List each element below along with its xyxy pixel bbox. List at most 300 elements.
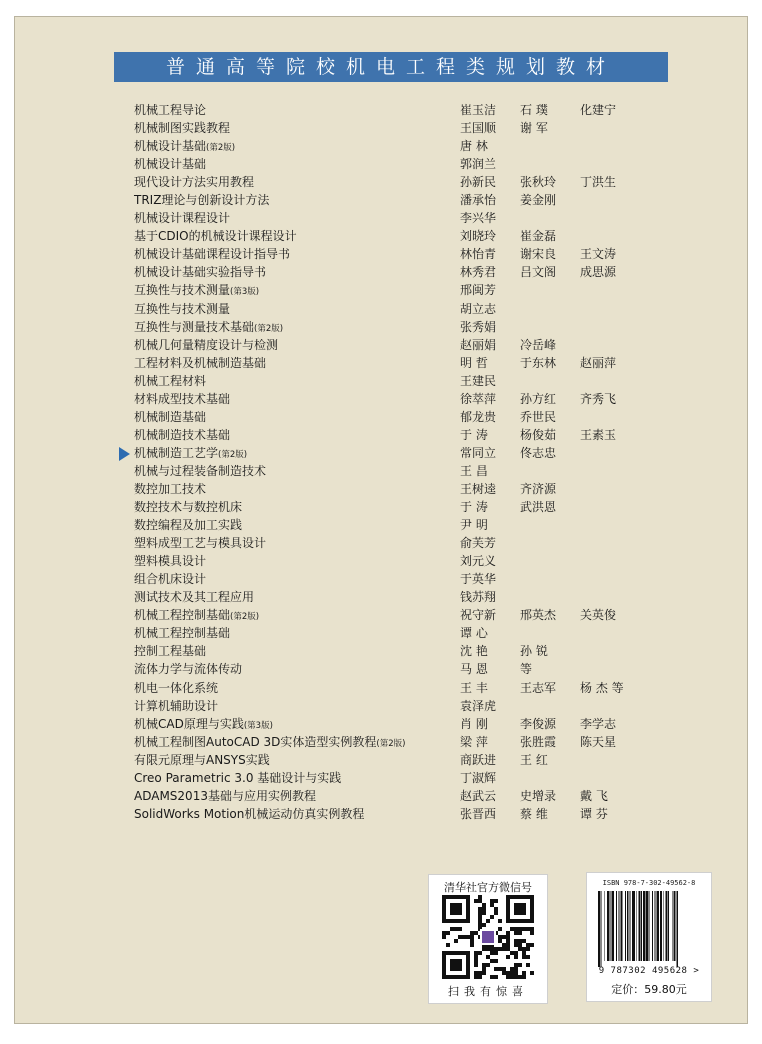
book-title [134,534,266,554]
qr-module [470,931,474,935]
book-author: 史增录 [520,788,557,803]
book-title-text: 机械工程材料 [134,373,207,388]
book-title [134,155,206,175]
book-row [134,408,654,426]
qr-module [526,947,530,951]
book-author: 齐济源 [520,481,557,496]
book-title [134,624,230,644]
book-author: 杨俊茹 [520,427,557,442]
book-title-text: 流体力学与流体传动 [134,662,243,677]
isbn-text: ISBN 978-7-302-49562-8 [602,879,696,887]
book-author: 刘晓玲 [460,229,497,244]
qr-module [482,963,486,967]
book-author: 李兴华 [460,211,497,226]
barcode-bar [643,891,645,961]
book-title [134,300,230,320]
barcode-bar [663,891,664,961]
qr-module [526,927,530,931]
qr-module [522,971,526,975]
qr-module [510,967,514,971]
qr-module [450,903,462,915]
book-title-text: 机电一体化系统 [134,680,219,695]
book-row [134,588,654,606]
book-author: 王 丰 [460,680,488,695]
qr-module [482,911,486,915]
book-author: 俞芙芳 [460,536,497,551]
qr-module [490,899,494,903]
barcode-bar [601,891,602,967]
book-title [134,227,297,247]
book-title-text: 计算机辅助设计 [134,698,219,713]
book-row [134,805,654,823]
qr-module [482,971,486,975]
book-title-text: 基于CDIO的机械设计课程设计 [134,229,297,244]
book-author: 陈天星 [580,734,617,749]
book-title [134,606,259,626]
book-author: 林秀君 [460,265,497,280]
book-title-text: TRIZ理论与创新设计方法 [134,193,270,208]
book-author: 肖 刚 [460,716,488,731]
book-title-text: 机械CAD原理与实践 [134,716,244,731]
book-author: 齐秀飞 [580,391,617,406]
qr-module [446,931,450,935]
qr-module [478,923,482,927]
arrow-right-icon [119,447,130,461]
book-title-text: 机械设计基础实验指导书 [134,265,267,280]
book-author: 王树逵 [460,481,497,496]
barcode-bar [598,891,600,967]
qr-module [482,931,494,943]
qr-module [506,939,510,943]
book-title [134,751,270,771]
book-author: 等 [520,662,533,677]
book-title [134,642,206,662]
book-author: 郁龙贵 [460,409,497,424]
qr-module [498,919,502,923]
qr-module [514,943,518,947]
qr-module [514,955,518,959]
qr-module [506,943,510,947]
qr-module [494,975,498,979]
qr-module [478,915,482,919]
qr-module [474,975,478,979]
qr-module [518,943,522,947]
qr-module [510,971,514,975]
qr-code-icon [442,895,534,979]
qr-module [482,903,486,907]
book-title-text: 机械设计课程设计 [134,211,231,226]
book-author: 王建民 [460,373,497,388]
book-author: 丁淑辉 [460,770,497,785]
book-title [134,318,283,338]
book-title-text: 塑料成型工艺与模具设计 [134,536,267,551]
qr-module [522,955,526,959]
book-title [134,733,405,753]
book-edition: (第2版) [218,449,248,460]
qr-module [514,951,518,955]
book-title [134,372,206,392]
qr-module [494,947,498,951]
book-row [134,733,654,751]
book-title [134,660,242,680]
qr-module [502,935,506,939]
qr-module [454,927,458,931]
qr-module [530,943,534,947]
book-title [134,588,254,608]
book-author: 谢宋良 [520,247,557,262]
book-row [134,263,654,281]
book-author: 常同立 [460,445,497,460]
book-author: 谭 芬 [580,806,608,821]
qr-module [522,939,526,943]
qr-module [514,967,518,971]
qr-module [530,931,534,935]
book-author: 胡立志 [460,301,497,316]
book-title-text: SolidWorks Motion机械运动仿真实例教程 [134,806,365,821]
qr-module [474,963,478,967]
qr-module [514,963,518,967]
qr-module [514,971,518,975]
book-author: 郭润兰 [460,157,497,172]
book-author: 冷岳峰 [520,337,557,352]
book-title [134,444,247,464]
book-title [134,336,278,356]
book-row [134,300,654,318]
book-author: 王 昌 [460,463,488,478]
book-title [134,245,290,265]
qr-module [514,975,518,979]
book-title-text: 机械与过程装备制造技术 [134,463,267,478]
qr-module [474,951,478,955]
qr-module [478,971,482,975]
book-author: 祝守新 [460,608,497,623]
book-author: 崔玉洁 [460,103,497,117]
qr-module [478,975,482,979]
qr-module [498,939,502,943]
qr-module [530,971,534,975]
book-author: 于 涛 [460,427,488,442]
qr-module [458,927,462,931]
book-row [134,426,654,444]
qr-module [494,951,498,955]
book-title [134,715,273,735]
qr-module [514,931,518,935]
book-author: 潘承怡 [460,193,497,208]
book-title-text: 测试技术及其工程应用 [134,590,255,605]
qr-module [506,975,510,979]
qr-module [490,975,494,979]
qr-module [518,931,522,935]
qr-module [530,927,534,931]
book-edition: (第3版) [230,287,260,298]
book-title [134,462,266,482]
book-row [134,679,654,697]
barcode-bar [607,891,609,961]
book-edition: (第2版) [206,143,236,154]
book-author: 王国顺 [460,121,497,136]
qr-module [518,975,522,979]
qr-caption: 扫我有惊喜 [448,985,528,998]
qr-module [486,963,490,967]
qr-module [514,903,526,915]
book-row [134,444,654,462]
book-title-text: Creo Parametric 3.0 基础设计与实践 [134,770,342,785]
qr-module [490,903,494,907]
qr-module [450,927,454,931]
book-title-text: 数控技术与数控机床 [134,500,243,515]
barcode-bar [672,891,673,961]
book-author: 王文涛 [580,247,617,262]
qr-module [482,923,486,927]
qr-module [454,939,458,943]
barcode-bar [668,891,669,961]
qr-module [510,975,514,979]
book-title-text: 互换性与技术测量 [134,301,231,316]
book-row [134,715,654,733]
book-title [134,697,218,717]
book-row [134,101,654,119]
book-row [134,372,654,390]
book-author: 商跃进 [460,752,497,767]
book-title-text: 机械设计基础 [134,139,207,154]
book-title-text: 现代设计方法实用教程 [134,175,255,190]
book-author: 姜金刚 [520,193,557,208]
barcode-bar [649,891,650,961]
qr-module [494,967,498,971]
book-title [134,426,230,446]
qr-module [526,955,530,959]
book-author: 孙方红 [520,391,557,406]
qr-module [462,935,466,939]
book-row [134,336,654,354]
qr-module [502,971,506,975]
qr-module [494,899,498,903]
book-title-text: 控制工程基础 [134,644,207,659]
book-author: 张晋西 [460,806,497,821]
book-title [134,480,206,500]
book-author: 赵丽萍 [580,355,617,370]
qr-module [510,951,514,955]
book-row [134,498,654,516]
book-row [134,227,654,245]
book-title [134,173,254,193]
book-author: 戴 飞 [580,788,608,803]
book-title [134,191,269,211]
barcode-bar [625,891,626,961]
book-row [134,155,654,173]
barcode-bar [610,891,611,961]
qr-module [458,935,462,939]
book-title-text: 机械设计基础 [134,157,207,172]
book-title-text: 机械工程制图AutoCAD 3D实体造型实例教程 [134,734,377,749]
barcode-bar [652,891,653,961]
barcode-bar [676,891,678,967]
barcode-bar [660,891,662,961]
book-title-text: 互换性与测量技术基础 [134,319,255,334]
qr-module [498,947,502,951]
book-author: 钱苏翔 [460,590,497,605]
qr-module [506,931,510,935]
book-row [134,570,654,588]
book-author: 王 红 [520,752,548,767]
book-author: 丁洪生 [580,175,617,190]
barcode-bar [619,891,620,961]
book-row [134,534,654,552]
book-author: 梁 萍 [460,734,488,749]
qr-module [446,943,450,947]
book-author: 尹 明 [460,518,488,533]
book-title [134,787,316,807]
book-author: 孙新民 [460,175,497,190]
qr-module [518,927,522,931]
qr-module [526,963,530,967]
qr-module [498,967,502,971]
book-title [134,408,206,428]
book-row [134,462,654,480]
book-row [134,137,654,155]
book-author: 化建宁 [580,103,617,117]
book-author: 邢英杰 [520,608,557,623]
barcode-bar [639,891,641,961]
book-title-text: 机械制造技术基础 [134,427,231,442]
book-row [134,390,654,408]
book-title-text: ADAMS2013基础与应用实例教程 [134,788,316,803]
qr-module [450,959,462,971]
qr-module [506,947,510,951]
book-title-text: 机械几何量精度设计与检测 [134,337,279,352]
qr-module [502,943,506,947]
book-title-text: 数控编程及加工实践 [134,518,243,533]
book-author: 张秋玲 [520,175,557,190]
qr-module [502,947,506,951]
book-edition: (第2版) [254,323,284,334]
book-author: 林怡青 [460,247,497,262]
book-row [134,787,654,805]
qr-module [478,907,482,911]
barcode-bar [616,891,617,961]
qr-module [486,947,490,951]
barcode-bar [666,891,668,961]
qr-module [470,935,474,939]
qr-module [442,935,446,939]
book-edition: (第3版) [243,720,273,731]
book-title-text: 机械工程控制基础 [134,626,231,641]
book-author: 沈 艳 [460,644,488,659]
book-title-text: 机械制造基础 [134,409,207,424]
book-list [134,101,654,823]
book-author: 徐萃萍 [460,391,497,406]
barcode-bar [641,891,642,961]
qr-module [526,943,530,947]
book-author: 武洪恩 [520,500,557,515]
book-author: 刘元义 [460,554,497,569]
book-author: 谢 军 [520,121,548,136]
book-row [134,209,654,227]
book-row [134,318,654,336]
book-author: 张胜霞 [520,734,557,749]
book-title-text: 机械设计基础课程设计指导书 [134,247,291,262]
qr-module [474,899,478,903]
book-author: 蔡 维 [520,806,548,821]
book-author: 于英华 [460,572,497,587]
barcode-bar [636,891,637,961]
barcode-bar [627,891,629,961]
book-title-text: 材料成型技术基础 [134,391,231,406]
qr-module [478,895,482,899]
book-title [134,354,266,374]
qr-module [474,971,478,975]
book-row [134,191,654,209]
book-author: 邢闽芳 [460,283,497,298]
book-author: 明 哲 [460,355,488,370]
book-author: 王志军 [520,680,557,695]
book-title-text: 互换性与技术测量 [134,283,231,298]
book-row [134,606,654,624]
book-author: 于 涛 [460,500,488,515]
book-row [134,697,654,715]
book-author: 袁泽虎 [460,698,497,713]
book-title [134,119,230,139]
book-title [134,281,259,301]
book-title-text: 机械工程导论 [134,103,207,117]
book-title [134,101,206,121]
book-author: 关英俊 [580,608,617,623]
book-row [134,173,654,191]
qr-module [510,927,514,931]
qr-module [522,927,526,931]
qr-module [498,927,502,931]
book-row [134,354,654,372]
book-author: 王素玉 [580,427,617,442]
qr-module [494,959,498,963]
book-row [134,769,654,787]
qr-module [518,947,522,951]
qr-module [486,955,490,959]
ean-digits: 9 787302 495628 > [598,966,700,976]
qr-module [474,931,478,935]
qr-module [478,951,482,955]
book-title [134,679,218,699]
book-title [134,570,206,590]
book-title [134,263,266,283]
barcode-bar [621,891,623,961]
book-title [134,209,230,229]
book-title [134,498,242,518]
book-title [134,390,230,410]
qr-module [490,947,494,951]
book-author: 崔金磊 [520,229,557,244]
barcode-bar [612,891,615,961]
qr-module [490,959,494,963]
book-author: 成思源 [580,265,617,280]
price: 定价：59.80元 [611,983,687,996]
book-title-text: 机械制图实践教程 [134,121,231,136]
book-author: 李俊源 [520,716,557,731]
qr-module [486,919,490,923]
qr-module [518,939,522,943]
qr-module [522,951,526,955]
qr-module [466,935,470,939]
qr-module [514,939,518,943]
book-author: 赵武云 [460,788,497,803]
qr-module [506,971,510,975]
qr-module [470,943,474,947]
book-author: 谭 心 [460,626,488,641]
book-author: 杨 杰 等 [580,680,624,695]
qr-module [502,967,506,971]
book-edition: (第2版) [376,738,406,749]
series-banner: 普通高等院校机电工程类规划教材 [114,52,668,82]
